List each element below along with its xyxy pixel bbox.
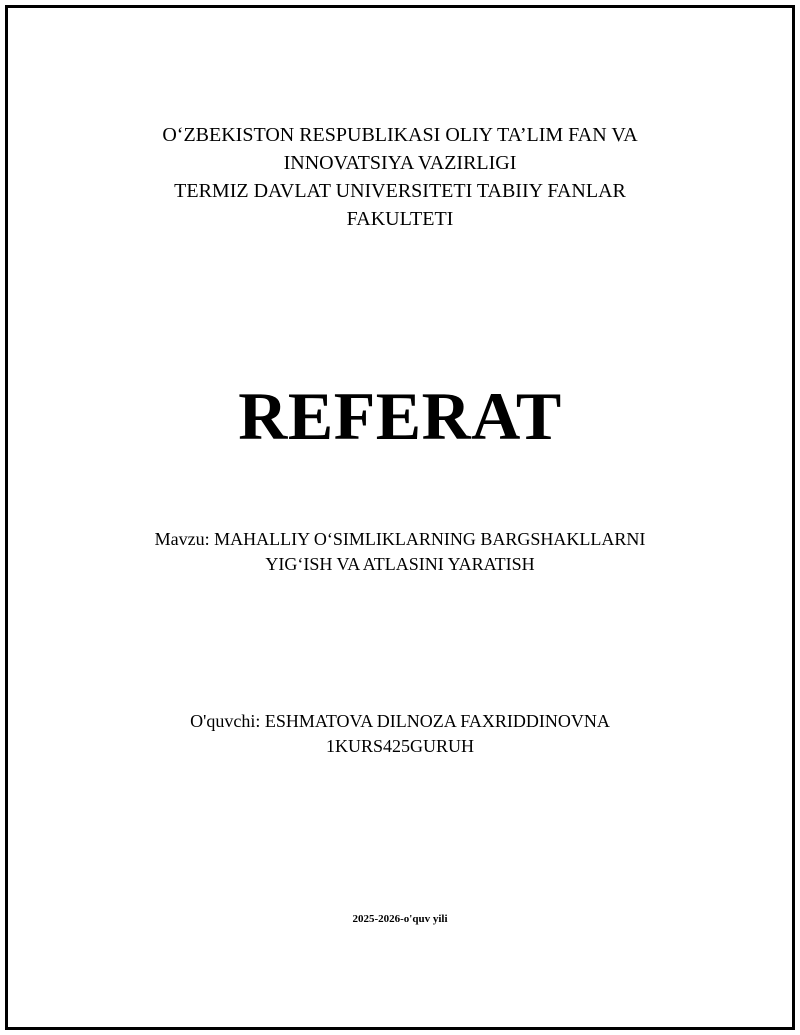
ministry-line-2: INNOVATSIYA VAZIRLIGI xyxy=(283,152,517,174)
student-name: O'quvchi: ESHMATOVA DILNOZA FAXRIDDINOVNA xyxy=(190,711,610,731)
topic xyxy=(0,527,800,577)
ministry-line-1: O‘ZBEKISTON RESPUBLIKASI OLIY TA’LIM FAN VA xyxy=(162,124,638,146)
student-info xyxy=(0,709,800,759)
faculty-line-2: FAKULTETI xyxy=(346,208,454,230)
document-title: REFERAT xyxy=(238,378,562,454)
academic-year: 2025-2026-o'quv yili xyxy=(352,913,448,925)
student-group: 1KURS425GURUH xyxy=(325,736,475,756)
ministry-header xyxy=(0,121,800,233)
faculty-line-1: TERMIZ DAVLAT UNIVERSITETI TABIIY FANLAR xyxy=(174,180,626,202)
topic-line-1: Mavzu: MAHALLIY O‘SIMLIKLARNING BARGSHAKLLARNI xyxy=(154,529,646,549)
topic-line-2: YIG‘ISH VA ATLASINI YARATISH xyxy=(265,554,535,574)
